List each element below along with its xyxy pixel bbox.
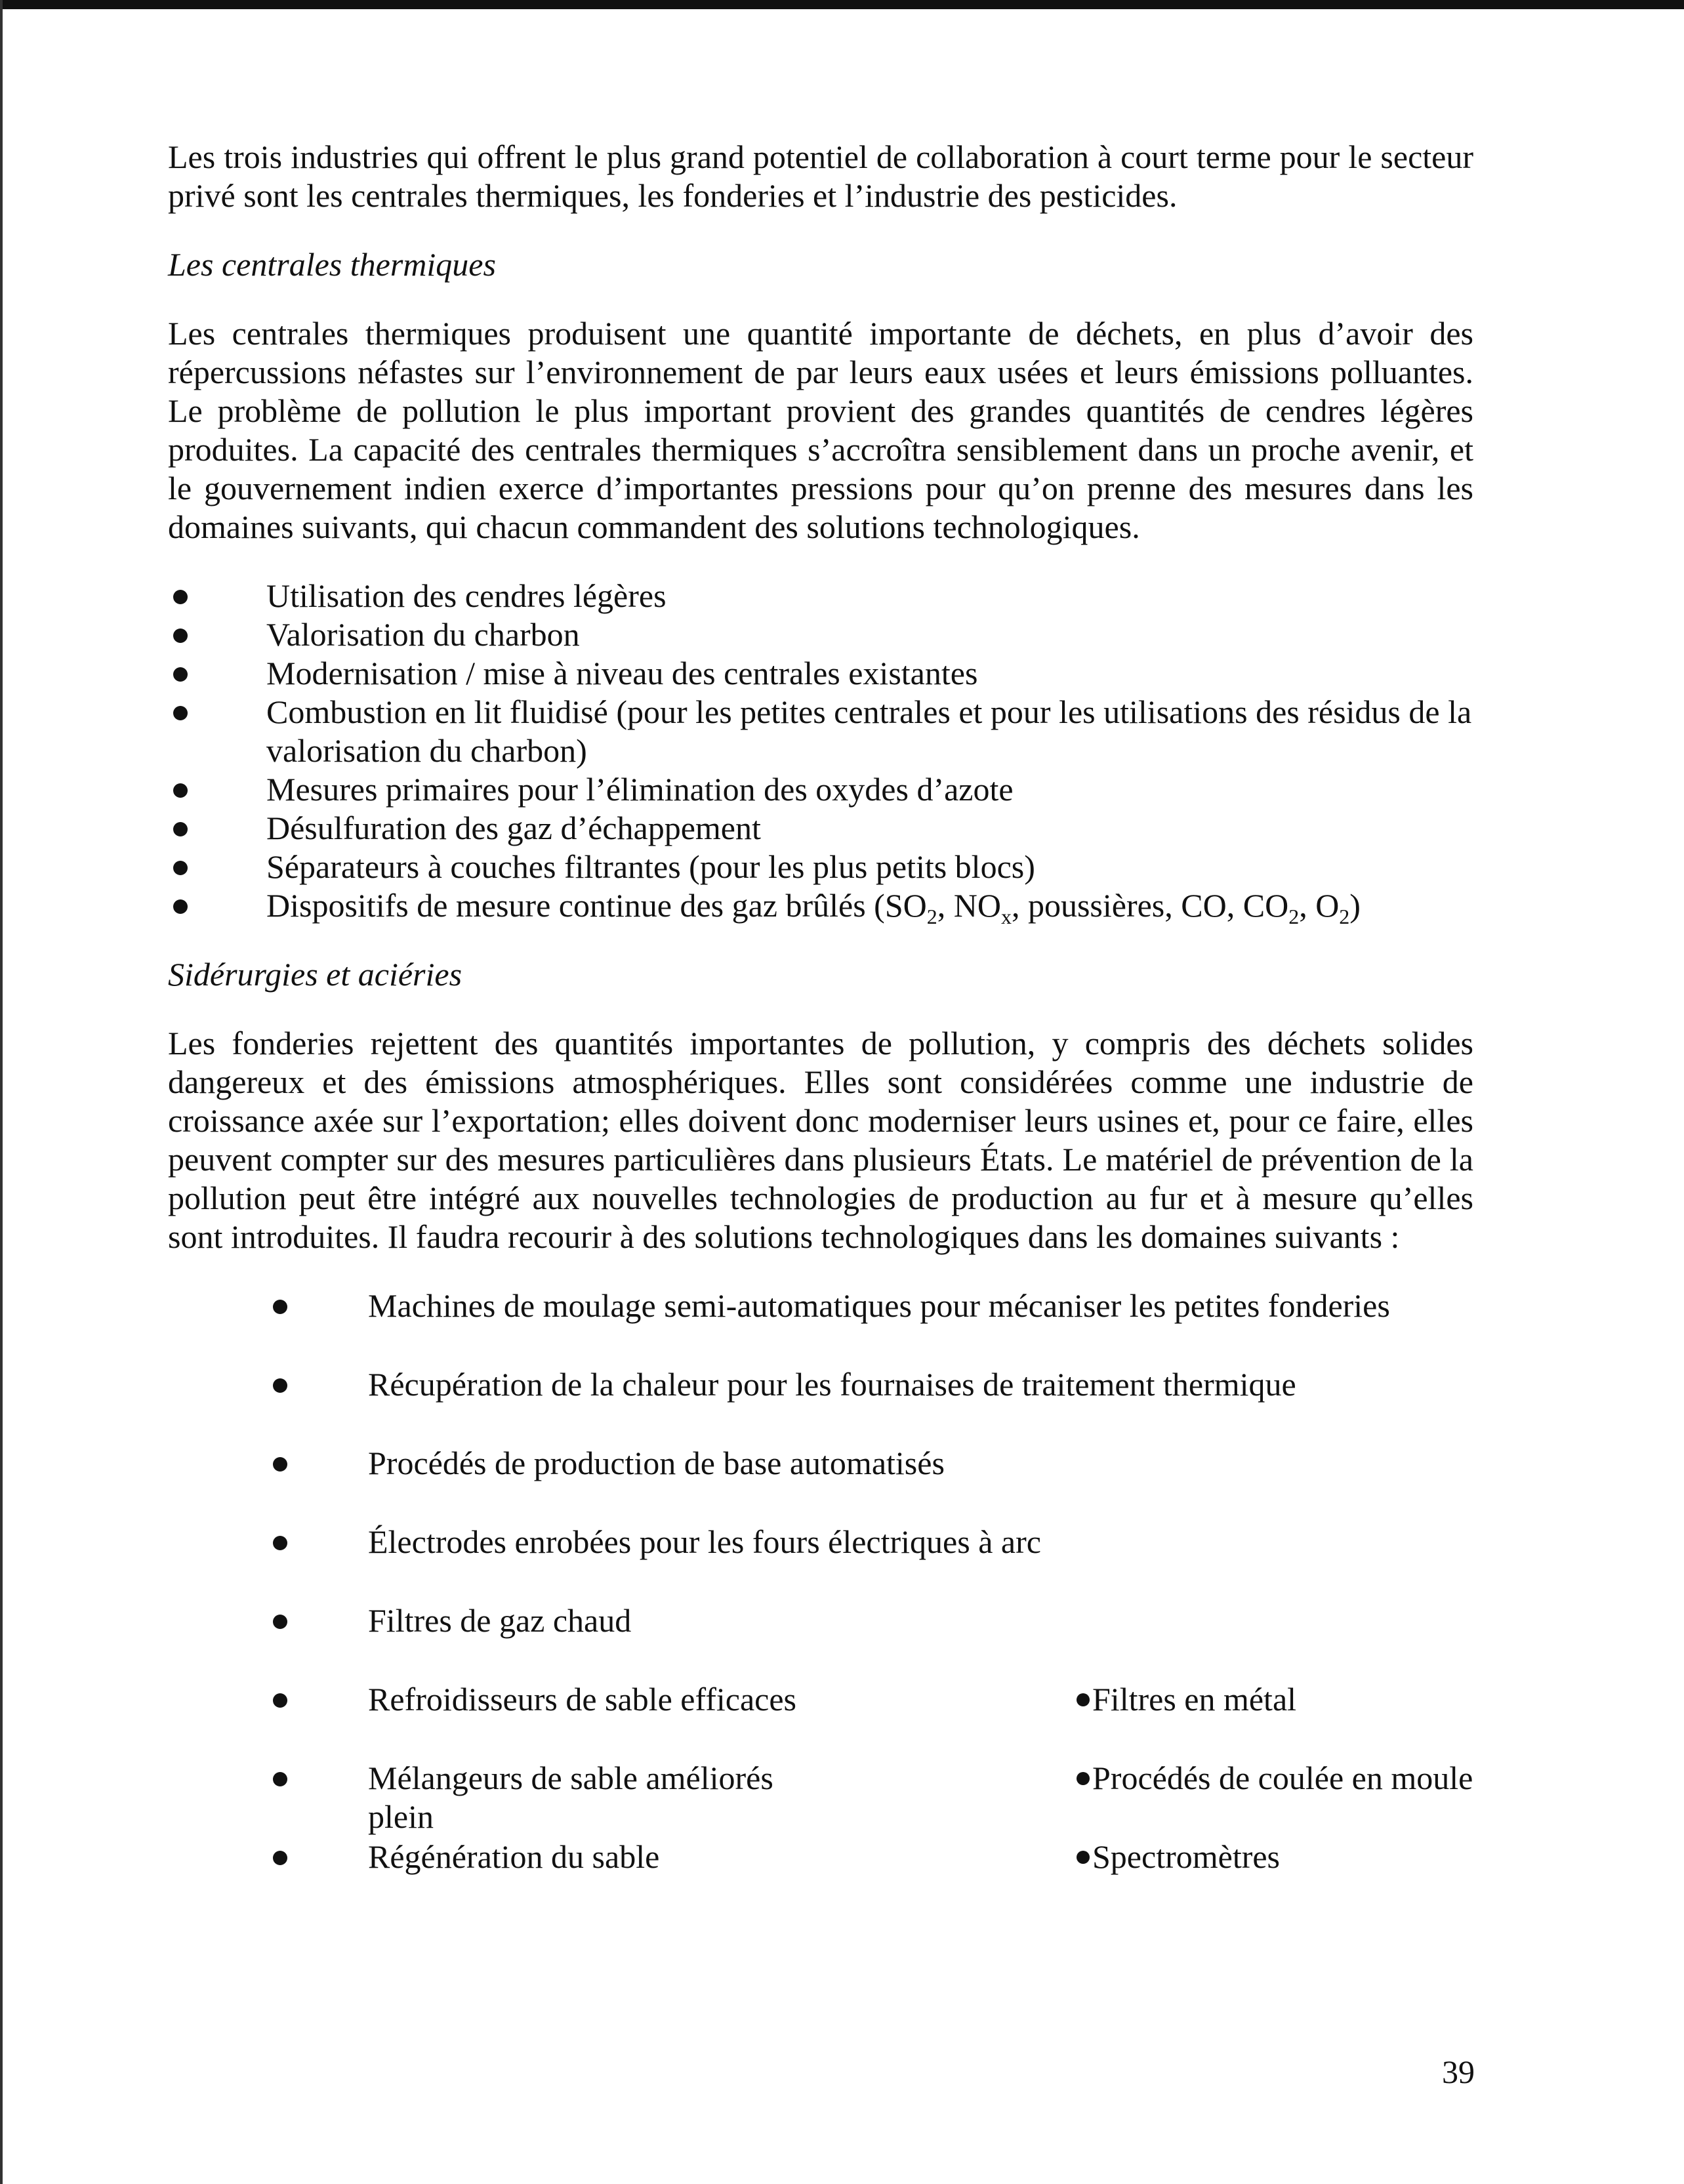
list-item bbox=[168, 1444, 1473, 1523]
section-heading-centrales: Les centrales thermiques bbox=[168, 246, 496, 283]
list-item-text: Machines de moulage semi-automatiques pour mécaniser les petites fonderies bbox=[368, 1287, 1390, 1324]
list-item-text: Mélangeurs de sable améliorés plein bbox=[368, 1760, 773, 1835]
bullet-icon bbox=[273, 1615, 287, 1629]
list-item-text: Refroidisseurs de sable efficaces bbox=[368, 1681, 796, 1718]
bullet-icon bbox=[273, 1693, 287, 1708]
bullet-icon bbox=[173, 706, 188, 720]
list-item-text: Récupération de la chaleur pour les fournaises de traitement thermique bbox=[368, 1366, 1296, 1403]
list-item-text: Procédés de production de base automatisés bbox=[368, 1445, 945, 1481]
list-item bbox=[168, 809, 1473, 848]
list-item bbox=[168, 1523, 1473, 1601]
text-segment: , NO bbox=[937, 887, 1001, 924]
section-body-centrales: Les centrales thermiques produisent une quantité importante de déchets, en plus d’avoir des répercussions néfastes sur l’environnement de par leurs eaux usées et leurs émissions polluantes. Le problème de pollution le plus important provient des grandes quantités de cendres légères produites. La capacité des centrales thermiques s’accroîtra sensiblement dans un proche avenir, et le gouvernement indien exerce d’importantes pressions pour qu’on prenne des mesures dans les domaines suivants, qui chacun commandent des solutions technologiques. bbox=[168, 315, 1473, 545]
bullet-icon bbox=[173, 628, 188, 643]
list-item-text: Utilisation des cendres légères bbox=[266, 577, 667, 614]
bullet-icon bbox=[173, 899, 188, 914]
bullet-icon bbox=[273, 1300, 287, 1314]
scan-border-left bbox=[0, 0, 3, 2184]
section-heading-siderurgies: Sidérurgies et aciéries bbox=[168, 956, 462, 993]
document-page bbox=[168, 138, 1473, 1916]
list-item-text: Valorisation du charbon bbox=[266, 616, 580, 653]
bullet-icon bbox=[1077, 1693, 1090, 1706]
subscript: 2 bbox=[926, 905, 937, 928]
list-item-text: Mesures primaires pour l’élimination des oxydes d’azote bbox=[266, 771, 1014, 808]
subscript: 2 bbox=[1288, 905, 1300, 928]
bullet-icon bbox=[173, 861, 188, 875]
list-item-text: Électrodes enrobées pour les fours électriques à arc bbox=[368, 1523, 1041, 1560]
subscript: 2 bbox=[1339, 905, 1350, 928]
list-item bbox=[168, 1680, 1473, 1759]
bullet-icon bbox=[1077, 1772, 1090, 1785]
list-item-text: Procédés de coulée en moule bbox=[1092, 1760, 1473, 1796]
list-item-text: Filtres de gaz chaud bbox=[368, 1602, 632, 1639]
list-item-text: Régénération du sable bbox=[368, 1838, 660, 1875]
list-item bbox=[168, 654, 1473, 693]
list-item bbox=[168, 693, 1473, 770]
list-item bbox=[168, 886, 1473, 928]
subscript: x bbox=[1000, 905, 1012, 928]
list-item-text: Désulfuration des gaz d’échappement bbox=[266, 810, 761, 846]
bullet-icon bbox=[273, 1378, 287, 1393]
list-item bbox=[168, 848, 1473, 886]
list-item bbox=[168, 615, 1473, 654]
list-item bbox=[168, 1759, 1473, 1838]
siderurgies-bullet-list bbox=[168, 1287, 1473, 1916]
text-segment: , poussières, CO, CO bbox=[1011, 887, 1289, 924]
list-item-right bbox=[1077, 1759, 1473, 1798]
bullet-icon bbox=[273, 1772, 287, 1786]
scan-border-top bbox=[0, 0, 1684, 9]
list-item-text: Combustion en lit fluidisé (pour les petites centrales et pour les utilisations des résidus de la valorisation du charbon) bbox=[266, 693, 1472, 769]
section-body-siderurgies: Les fonderies rejettent des quantités importantes de pollution, y compris des déchets solides dangereux et des émissions atmosphériques. Elles sont considérées comme une industrie de croissance axée sur l’exportation; elles doivent donc moderniser leurs usines et, pour ce faire, elles peuvent compter sur des mesures particulières dans plusieurs États. Le matériel de prévention de la pollution peut être intégré aux nouvelles technologies de production au fur et à mesure qu’elles sont introduites. Il faudra recourir à des solutions technologiques dans les domaines suivants : bbox=[168, 1025, 1473, 1255]
list-item-text: Séparateurs à couches filtrantes (pour les plus petits blocs) bbox=[266, 848, 1035, 885]
list-item bbox=[168, 770, 1473, 809]
text-segment: ) bbox=[1349, 887, 1361, 924]
centrales-bullet-list bbox=[168, 577, 1473, 928]
list-item bbox=[168, 1838, 1473, 1916]
bullet-icon bbox=[173, 822, 188, 836]
list-item-text-gas-measurement bbox=[266, 887, 1361, 928]
list-item-right bbox=[1077, 1838, 1280, 1876]
list-item-text: Filtres en métal bbox=[1092, 1681, 1297, 1718]
list-item bbox=[168, 1601, 1473, 1680]
list-item-right bbox=[1077, 1680, 1296, 1719]
bullet-icon bbox=[273, 1536, 287, 1550]
bullet-icon bbox=[173, 783, 188, 798]
list-item-text: Spectromètres bbox=[1092, 1838, 1281, 1875]
page-number: 39 bbox=[1442, 2053, 1475, 2090]
text-segment: Dispositifs de mesure continue des gaz brûlés (SO bbox=[266, 887, 927, 924]
bullet-icon bbox=[173, 667, 188, 682]
list-item bbox=[168, 577, 1473, 615]
intro-paragraph: Les trois industries qui offrent le plus grand potentiel de collaboration à court terme pour le secteur privé sont les centrales thermiques, les fonderies et l’industrie des pesticides. bbox=[168, 138, 1473, 214]
list-item bbox=[168, 1365, 1473, 1444]
list-item bbox=[168, 1287, 1473, 1365]
bullet-icon bbox=[1077, 1851, 1090, 1864]
text-segment: , O bbox=[1299, 887, 1340, 924]
bullet-icon bbox=[273, 1457, 287, 1472]
bullet-icon bbox=[273, 1851, 287, 1865]
list-item-text: Modernisation / mise à niveau des centrales existantes bbox=[266, 655, 978, 691]
bullet-icon bbox=[173, 590, 188, 604]
